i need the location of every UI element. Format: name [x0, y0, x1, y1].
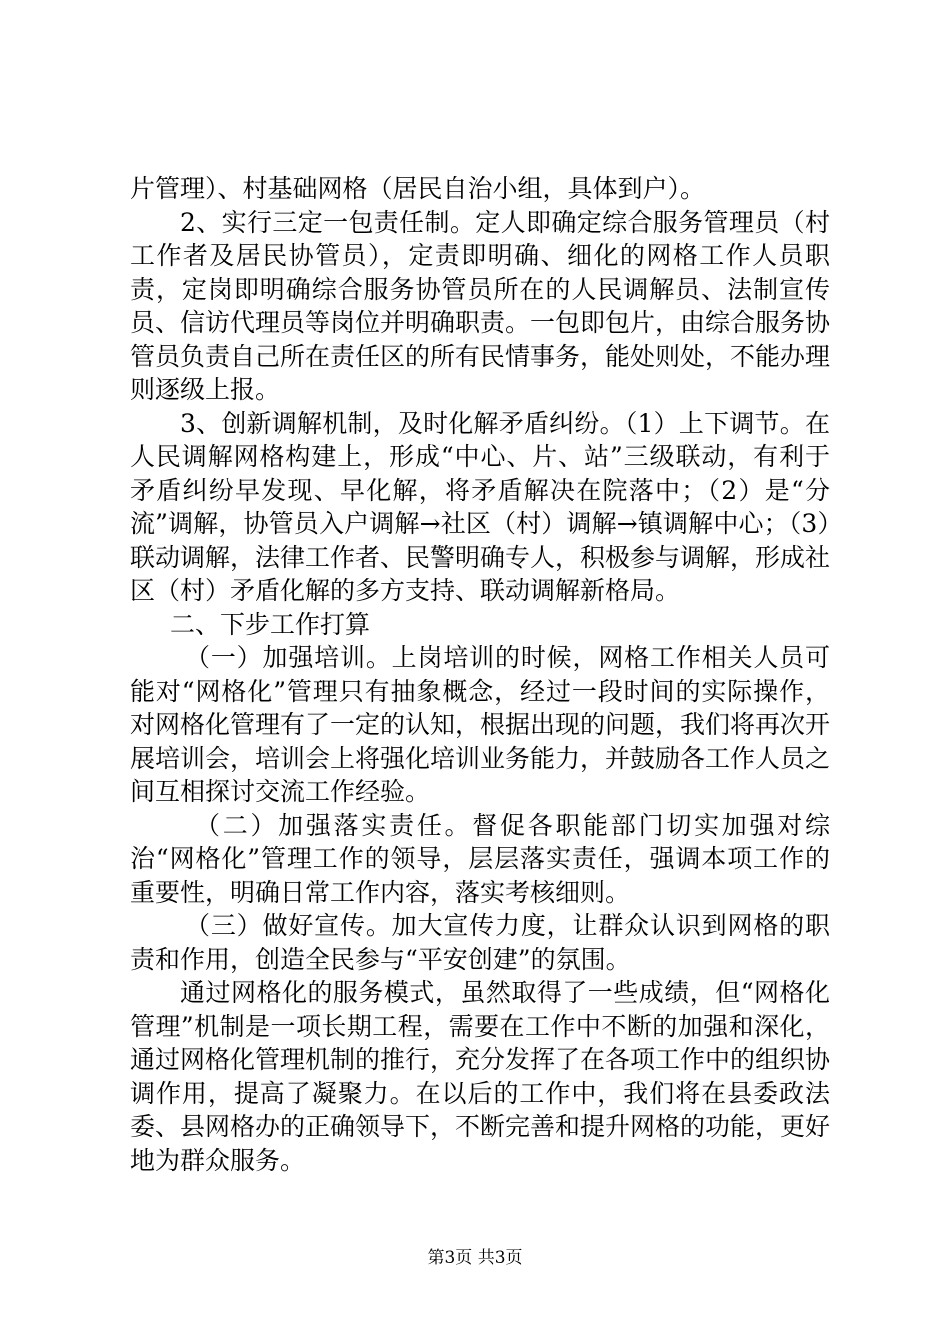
page-footer: 第3页 共3页 [427, 1248, 523, 1268]
paragraph-publicity: （三）做好宣传。加大宣传力度，让群众认识到网格的职责和作用，创造全民参与“平安创建”的氛围。 [130, 911, 830, 974]
paragraph-responsibility: （二）加强落实责任。督促各职能部门切实加强对综治“网格化”管理工作的领导，层层落实责任，强调本项工作的重要性，明确日常工作内容，落实考核细则。 [130, 810, 830, 907]
document-body [130, 172, 830, 1177]
paragraph-mediation-mechanism: 3、创新调解机制，及时化解矛盾纠纷。（1）上下调节。在人民调解网格构建上，形成“中心、片、站”三级联动，有利于矛盾纠纷早发现、早化解，将矛盾解决在院落中；（2）是“分流”调解，协管员入户调解→社区（村）调解→镇调解中心；（3）联动调解，法律工作者、民警明确专人，积极参与调解，形成社区（村）矛盾化解的多方支持、联动调解新格局。 [130, 408, 831, 605]
paragraph-responsibility-system: 2、实行三定一包责任制。定人即确定综合服务管理员（村工作者及居民协管员），定责即明确、细化的网格工作人员职责，定岗即明确综合服务协管员所在的人民调解员、法制宣传员、信访代理员等岗位并明确职责。一包即包片，由综合服务协管员负责自己所在责任区的所有民情事务，能处则处，不能办理则逐级上报。 [130, 207, 831, 404]
paragraph-conclusion: 通过网格化的服务模式，虽然取得了一些成绩，但“网格化管理”机制是一项长期工程，需要在工作中不断的加强和深化，通过网格化管理机制的推行，充分发挥了在各项工作中的组织协调作用，提高了凝聚力。在以后的工作中，我们将在县委政法委、县网格办的正确领导下，不断完善和提升网格的功能，更好地为群众服务。 [130, 978, 831, 1175]
paragraph-training: （一）加强培训。上岗培训的时候，网格工作相关人员可能对“网格化”管理只有抽象概念，经过一段时间的实际操作，对网格化管理有了一定的认知，根据出现的问题，我们将再次开展培训会，培训会上将强化培训业务能力，并鼓励各工作人员之间互相探讨交流工作经验。 [130, 643, 831, 806]
section-heading-next-steps: 二、下步工作打算 [170, 609, 371, 639]
paragraph-continuation: 片管理）、村基础网格（居民自治小组，具体到户）。 [130, 174, 706, 203]
